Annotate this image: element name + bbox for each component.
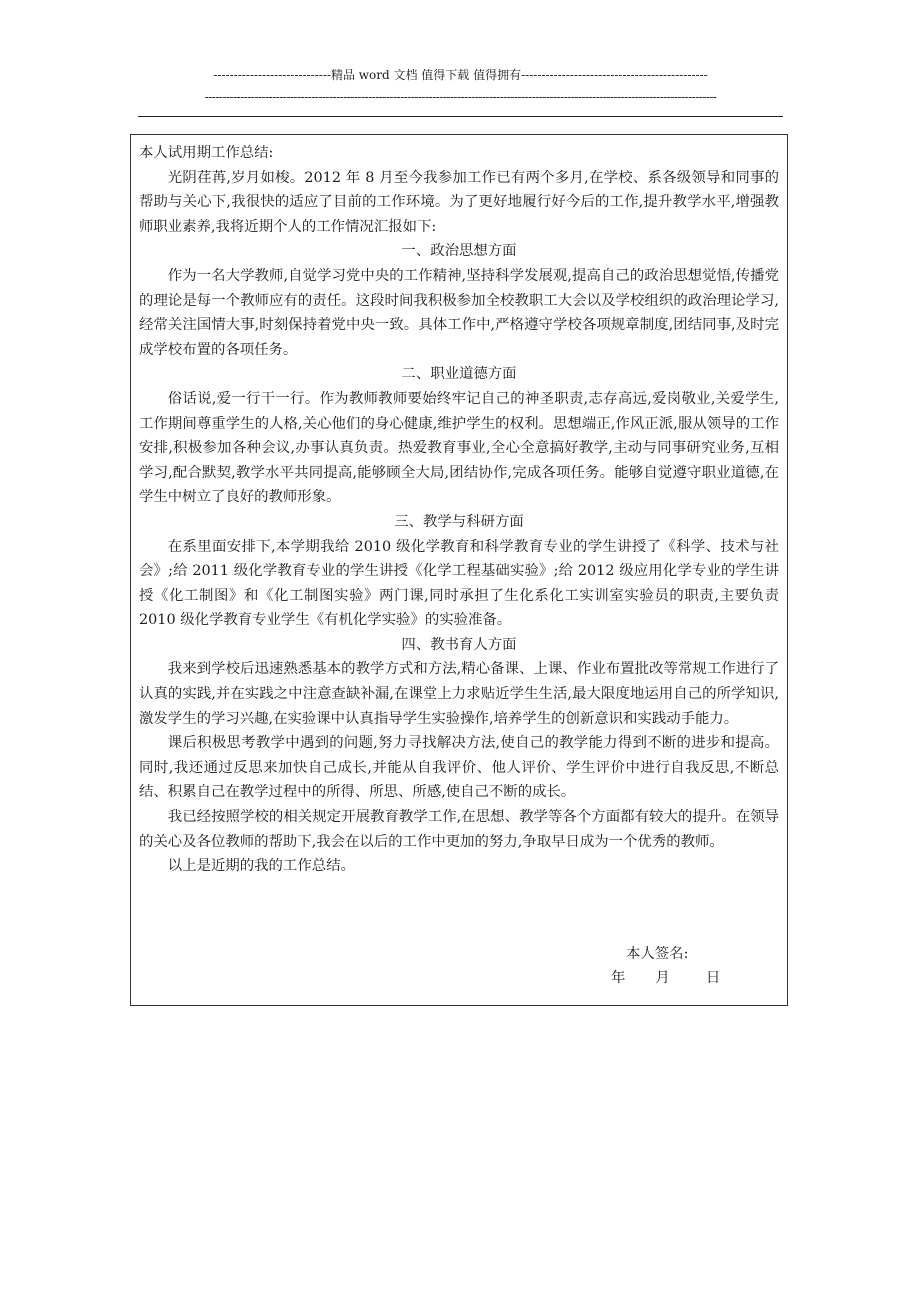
header-rule (138, 116, 783, 117)
summary-frame (130, 134, 788, 1006)
section-paragraph: 我已经按照学校的相关规定开展教育教学工作,在思想、教学等各个方面都有较大的提升。在领导的关心及各位教师的帮助下,我会在以后的工作中更加的努力,争取早日成为一个优秀的教师。 (139, 809, 779, 850)
header-dash-line: ------------------------------------------------------------------------------------------------------------------------------------------------ (204, 90, 717, 104)
section-heading-politics: 一、政治思想方面 (401, 243, 517, 260)
signature-label: 本人签名: (626, 946, 689, 962)
date-year-label: 年 (611, 970, 626, 986)
section-heading-education: 四、教书育人方面 (401, 636, 517, 653)
intro-paragraph: 光阴荏苒,岁月如梭。2012 年 8 月至今我参加工作已有两个多月,在学校、系各级领导和同事的帮助与关心下,我很快的适应了目前的工作环境。为了更好地履行好今后的工作,提升教学水平,增强教师职业素养,我将近期个人的工作情况汇报如下: (139, 169, 779, 235)
summary-content (139, 141, 779, 879)
date-day-label: 日 (705, 970, 721, 986)
section-paragraph: 俗话说,爱一行干一行。作为教师教师要始终牢记自己的神圣职责,志存高远,爱岗敬业,关爱学生,工作期间尊重学生的人格,关心他们的身心健康,维护学生的权利。思想端正,作风正派,服从领导的工作安排,积极参加各种会议,办事认真负责。热爱教育事业,全心全意搞好教学,主动与同事研究业务,互相学习,配合默契,教学水平共同提高,能够顾全大局,团结协作,完成各项任务。能够自觉遵守职业道德,在学生中树立了良好的教师形象。 (139, 390, 779, 506)
date-month-label: 月 (655, 970, 670, 986)
document-title: 本人试用期工作总结: (139, 145, 274, 161)
section-paragraph: 作为一名大学教师,自觉学习党中央的工作精神,坚持科学发展观,提高自己的政治思想觉悟,传播党的理论是每一个教师应有的责任。这段时间我积极参加全校教职工大会以及学校组织的政治理论学习,经常关注国情大事,时刻保持着党中央一致。具体工作中,严格遵守学校各项规章制度,团结同事,及时完成学校布置的各项任务。 (139, 267, 779, 358)
section-heading-teaching-research: 三、教学与科研方面 (394, 513, 524, 530)
section-paragraph: 课后积极思考教学中遇到的问题,努力寻找解决方法,使自己的教学能力得到不断的进步和提高。同时,我还通过反思来加快自己成长,并能从自我评价、他人评价、学生评价中进行自我反思,不断总结、积累自己在教学过程中的所得、所思、所感,使自己不断的成长。 (139, 735, 779, 801)
date-line (611, 966, 720, 987)
section-heading-ethics: 二、职业道德方面 (401, 366, 517, 383)
closing-paragraph: 以上是近期的我的工作总结。 (167, 858, 355, 875)
section-paragraph: 在系里面安排下,本学期我给 2010 级化学教育和科学教育专业的学生讲授了《科学、技术与社会》;给 2011 级化学教育专业的学生讲授《化学工程基础实验》;给 2012 级应用化学专业的学生讲授《化工制图》和《化工制图实验》两门课,同时承担了生化系化工实训室实验员的职责,主要负责 2010 级化学教育专业学生《有机化学实验》的实验准备。 (139, 538, 779, 629)
section-paragraph: 我来到学校后迅速熟悉基本的教学方式和方法,精心备课、上课、作业布置批改等常规工作进行了认真的实践,并在实践之中注意查缺补漏,在课堂上力求贴近学生生活,最大限度地运用自己的所学知识,激发学生的学习兴趣,在实验课中认真指导学生实验操作,培养学生的创新意识和实践动手能力。 (139, 661, 779, 727)
page-header (138, 64, 783, 108)
header-banner: -----------------------------精品 word 文档 值得下载 值得拥有---------------------------------------------- (213, 68, 708, 82)
